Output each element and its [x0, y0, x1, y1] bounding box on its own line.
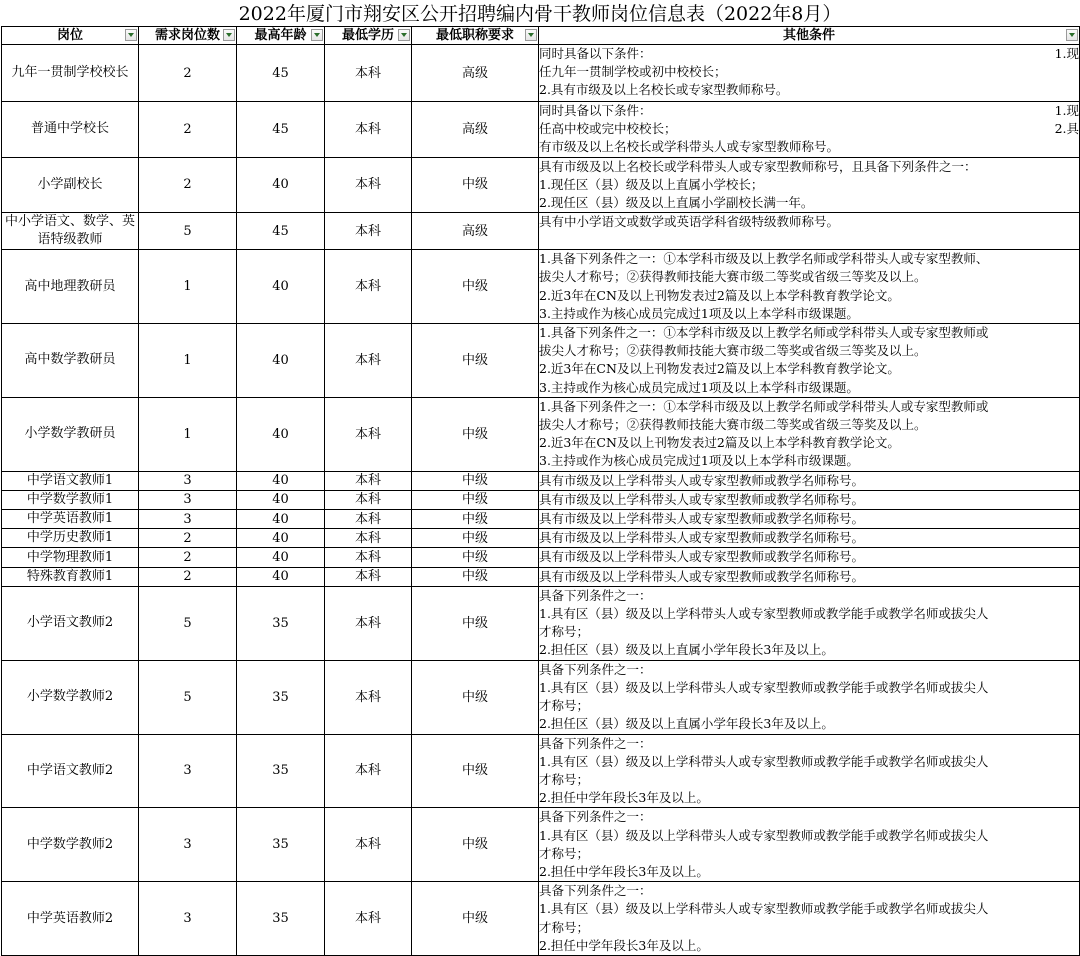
condition-text: 具有中小学语文或数学或英语学科省级特级教师称号。 [539, 214, 840, 230]
table-row [2, 660, 1080, 734]
condition-text: 具有市级及以上学科带头人或专家型教师或教学名师称号。 [539, 511, 865, 527]
min-education-cell[interactable]: 本科 [325, 102, 412, 158]
min-education-cell[interactable]: 本科 [325, 882, 412, 956]
min-title-cell[interactable]: 中级 [412, 567, 539, 586]
condition-line [539, 398, 1079, 416]
conditions-cell[interactable] [539, 660, 1080, 734]
condition-line [539, 735, 1079, 753]
condition-text: 2.近3年在CN及以上刊物发表过2篇及以上本学科教育教学论文。 [539, 361, 900, 377]
min-title-cell[interactable]: 中级 [412, 548, 539, 567]
filter-dropdown-icon[interactable] [223, 29, 235, 41]
position-cell[interactable]: 中小学语文、数学、英语特级教师 [2, 213, 139, 250]
position-cell[interactable]: 中学英语教师1 [2, 510, 139, 529]
max-age-cell[interactable]: 35 [237, 734, 325, 808]
condition-line [539, 679, 1079, 697]
condition-line [539, 863, 1079, 881]
conditions-cell[interactable] [539, 471, 1080, 490]
condition-line [539, 379, 1079, 397]
header-min-title[interactable]: 最低职称要求 [412, 27, 539, 45]
table-row [2, 102, 1080, 158]
conditions-cell[interactable] [539, 324, 1080, 398]
condition-text: 1.具有区（县）级及以上学科带头人或专家型教师或教学能手或教学名师或拔尖人 [539, 753, 989, 769]
header-min-education[interactable]: 最低学历 [325, 27, 412, 45]
condition-line [539, 919, 1079, 937]
table-row [2, 567, 1080, 586]
condition-text: 2.担任区（县）级及以上直属小学年段长3年及以上。 [539, 642, 834, 658]
filter-dropdown-icon[interactable] [1066, 29, 1078, 41]
header-count[interactable]: 需求岗位数 [139, 27, 237, 45]
condition-text: 2.具有市级及以上名校长或专家型教师称号。 [539, 82, 789, 98]
condition-line [539, 102, 1079, 120]
count-cell[interactable]: 3 [139, 471, 237, 490]
condition-line [539, 661, 1079, 679]
condition-line [539, 697, 1079, 715]
min-title-cell[interactable]: 中级 [412, 808, 539, 882]
min-title-cell[interactable]: 中级 [412, 734, 539, 808]
count-cell[interactable]: 3 [139, 882, 237, 956]
min-education-cell[interactable]: 本科 [325, 734, 412, 808]
conditions-cell[interactable] [539, 102, 1080, 158]
condition-line [539, 213, 1079, 231]
min-education-cell[interactable]: 本科 [325, 324, 412, 398]
position-cell[interactable]: 小学数学教师2 [2, 660, 139, 734]
position-cell[interactable]: 高中数学教研员 [2, 324, 139, 398]
min-title-cell[interactable]: 中级 [412, 660, 539, 734]
condition-line [539, 808, 1079, 826]
condition-text: 具备下列条件之一： [539, 883, 652, 899]
min-title-cell[interactable]: 中级 [412, 490, 539, 509]
header-row [2, 27, 1080, 45]
condition-line [539, 452, 1079, 470]
position-cell[interactable]: 普通中学校长 [2, 102, 139, 158]
header-other-conditions[interactable]: 其他条件 [539, 27, 1080, 45]
min-title-cell[interactable]: 中级 [412, 586, 539, 660]
conditions-cell[interactable] [539, 529, 1080, 548]
min-education-cell[interactable]: 本科 [325, 510, 412, 529]
table-row [2, 586, 1080, 660]
condition-text: 任九年一贯制学校或初中校校长； [539, 64, 727, 80]
condition-text: 具有市级及以上学科带头人或专家型教师或教学名师称号。 [539, 472, 865, 488]
min-title-cell[interactable]: 高级 [412, 102, 539, 158]
conditions-cell[interactable] [539, 567, 1080, 586]
positions-table [1, 26, 1080, 956]
min-education-cell[interactable]: 本科 [325, 471, 412, 490]
conditions-cell[interactable] [539, 882, 1080, 956]
count-cell[interactable]: 2 [139, 45, 237, 102]
condition-line [539, 120, 1079, 138]
condition-line [539, 771, 1079, 789]
condition-text: 才称号； [539, 624, 590, 640]
position-cell[interactable]: 中学数学教师1 [2, 490, 139, 509]
condition-text: 1.现 [1054, 103, 1079, 118]
position-cell[interactable]: 中学英语教师2 [2, 882, 139, 956]
count-cell[interactable]: 3 [139, 734, 237, 808]
condition-line [539, 568, 1079, 586]
conditions-cell[interactable] [539, 157, 1080, 213]
condition-text: 1.具有区（县）级及以上学科带头人或专家型教师或教学能手或教学名师或拔尖人 [539, 827, 989, 843]
position-cell[interactable]: 高中地理教研员 [2, 250, 139, 324]
min-education-cell[interactable]: 本科 [325, 157, 412, 213]
conditions-cell[interactable] [539, 250, 1080, 324]
condition-line [539, 789, 1079, 807]
condition-text: 具备下列条件之一： [539, 809, 652, 825]
max-age-cell[interactable]: 40 [237, 548, 325, 567]
count-cell[interactable]: 2 [139, 567, 237, 586]
condition-text: 2.担任中学年段长3年及以上。 [539, 863, 709, 879]
min-education-cell[interactable]: 本科 [325, 490, 412, 509]
condition-text: 3.主持或作为核心成员完成过1项及以上本学科市级课题。 [539, 453, 859, 469]
condition-line [539, 548, 1079, 566]
max-age-cell[interactable]: 40 [237, 529, 325, 548]
sheet-title: 2022年厦门市翔安区公开招聘编内骨干教师岗位信息表（2022年8月） [238, 3, 842, 25]
condition-text: 2.近3年在CN及以上刊物发表过2篇及以上本学科教育教学论文。 [539, 435, 900, 451]
condition-text: 2.担任中学年段长3年及以上。 [539, 790, 709, 806]
max-age-cell[interactable]: 40 [237, 397, 325, 471]
count-cell[interactable]: 2 [139, 548, 237, 567]
condition-line [539, 845, 1079, 863]
condition-text: 1.具有区（县）级及以上学科带头人或专家型教师或教学能手或教学名师或拔尖人 [539, 679, 989, 695]
condition-text: 具备下列条件之一： [539, 587, 652, 603]
min-education-cell[interactable]: 本科 [325, 586, 412, 660]
table-row [2, 490, 1080, 509]
condition-line [539, 715, 1079, 733]
condition-line [539, 937, 1079, 955]
condition-text: 1.具有区（县）级及以上学科带头人或专家型教师或教学能手或教学名师或拔尖人 [539, 606, 989, 622]
min-title-cell[interactable]: 中级 [412, 882, 539, 956]
conditions-cell[interactable] [539, 586, 1080, 660]
count-cell[interactable]: 1 [139, 397, 237, 471]
table-row [2, 734, 1080, 808]
count-cell[interactable]: 3 [139, 510, 237, 529]
table-row [2, 808, 1080, 882]
condition-text: 具备下列条件之一： [539, 735, 652, 751]
condition-text: 拔尖人才称号；②获得教师技能大赛市级二等奖或省级三等奖及以上。 [539, 417, 927, 433]
min-title-cell[interactable]: 高级 [412, 213, 539, 250]
condition-line [539, 176, 1079, 194]
min-title-cell[interactable]: 中级 [412, 250, 539, 324]
max-age-cell[interactable]: 45 [237, 102, 325, 158]
position-cell[interactable]: 小学数学教研员 [2, 397, 139, 471]
condition-line [539, 63, 1079, 81]
condition-line [539, 81, 1079, 99]
min-education-cell[interactable]: 本科 [325, 250, 412, 324]
count-cell[interactable]: 1 [139, 250, 237, 324]
min-title-cell[interactable]: 高级 [412, 45, 539, 102]
condition-text: 2.现任区（县）级及以上直属小学副校长满一年。 [539, 195, 814, 211]
condition-text: 才称号； [539, 698, 590, 714]
condition-line [539, 529, 1079, 547]
max-age-cell[interactable]: 40 [237, 510, 325, 529]
condition-text: 1.现任区（县）级及以上直属小学校长； [539, 176, 764, 192]
table-row [2, 471, 1080, 490]
condition-line [539, 360, 1079, 378]
condition-text: 才称号； [539, 771, 590, 787]
max-age-cell[interactable]: 45 [237, 45, 325, 102]
condition-text: 具有市级及以上学科带头人或专家型教师或教学名师称号。 [539, 530, 865, 546]
condition-text: 2.担任中学年段长3年及以上。 [539, 937, 709, 953]
condition-text: 才称号； [539, 919, 590, 935]
condition-line [539, 158, 1079, 176]
table-row [2, 529, 1080, 548]
condition-text: 2.近3年在CN及以上刊物发表过2篇及以上本学科教育教学论文。 [539, 287, 900, 303]
min-education-cell[interactable]: 本科 [325, 567, 412, 586]
count-cell[interactable]: 5 [139, 213, 237, 250]
condition-text: 2.具 [1054, 121, 1079, 137]
condition-text: 具备下列条件之一： [539, 661, 652, 677]
max-age-cell[interactable]: 40 [237, 567, 325, 586]
condition-line [539, 827, 1079, 845]
max-age-cell[interactable]: 35 [237, 660, 325, 734]
min-education-cell[interactable]: 本科 [325, 529, 412, 548]
max-age-cell[interactable]: 35 [237, 586, 325, 660]
min-education-cell[interactable]: 本科 [325, 808, 412, 882]
header-position[interactable]: 岗位 [2, 27, 139, 45]
condition-line [539, 434, 1079, 452]
position-cell[interactable]: 中学数学教师2 [2, 808, 139, 882]
min-title-cell[interactable]: 中级 [412, 397, 539, 471]
condition-line [539, 194, 1079, 212]
conditions-cell[interactable] [539, 734, 1080, 808]
min-title-cell[interactable]: 中级 [412, 529, 539, 548]
count-cell[interactable]: 3 [139, 808, 237, 882]
table-row [2, 548, 1080, 567]
condition-line [539, 882, 1079, 900]
condition-line [539, 510, 1079, 528]
condition-line [539, 268, 1079, 286]
min-education-cell[interactable]: 本科 [325, 548, 412, 567]
min-title-cell[interactable]: 中级 [412, 324, 539, 398]
condition-text: 同时具备以下条件： [539, 46, 652, 61]
condition-text: 具有市级及以上学科带头人或专家型教师或教学名师称号。 [539, 549, 865, 565]
condition-line [539, 587, 1079, 605]
condition-line [539, 641, 1079, 659]
condition-text: 3.主持或作为核心成员完成过1项及以上本学科市级课题。 [539, 379, 859, 395]
position-cell[interactable]: 中学语文教师2 [2, 734, 139, 808]
condition-line [539, 250, 1079, 268]
min-title-cell[interactable]: 中级 [412, 157, 539, 213]
max-age-cell[interactable]: 40 [237, 490, 325, 509]
count-cell[interactable]: 2 [139, 102, 237, 158]
min-education-cell[interactable]: 本科 [325, 660, 412, 734]
max-age-cell[interactable]: 40 [237, 157, 325, 213]
min-title-cell[interactable]: 中级 [412, 510, 539, 529]
table-row [2, 510, 1080, 529]
table-row [2, 882, 1080, 956]
condition-text: 1.具备下列条件之一：①本学科市级及以上教学名师或学科带头人或专家型教师或 [539, 325, 989, 341]
position-cell[interactable]: 九年一贯制学校校长 [2, 45, 139, 102]
table-row [2, 213, 1080, 250]
count-cell[interactable]: 2 [139, 529, 237, 548]
max-age-cell[interactable]: 35 [237, 882, 325, 956]
conditions-cell[interactable] [539, 808, 1080, 882]
position-cell[interactable]: 特殊教育教师1 [2, 567, 139, 586]
condition-text: 2.担任区（县）级及以上直属小学年段长3年及以上。 [539, 716, 834, 732]
condition-text: 具有市级及以上名校长或学科带头人或专家型教师称号，且具备下列条件之一： [539, 158, 977, 174]
table-row [2, 157, 1080, 213]
position-cell[interactable]: 中学历史教师1 [2, 529, 139, 548]
count-cell[interactable]: 3 [139, 490, 237, 509]
min-education-cell[interactable]: 本科 [325, 397, 412, 471]
max-age-cell[interactable]: 35 [237, 808, 325, 882]
min-education-cell[interactable]: 本科 [325, 45, 412, 102]
condition-line [539, 324, 1079, 342]
condition-line [539, 305, 1079, 323]
position-cell[interactable]: 小学语文教师2 [2, 586, 139, 660]
condition-text: 1.具有区（县）级及以上学科带头人或专家型教师或教学能手或教学名师或拔尖人 [539, 901, 989, 917]
header-max-age[interactable]: 最高年龄 [237, 27, 325, 45]
min-education-cell[interactable]: 本科 [325, 213, 412, 250]
condition-line [539, 623, 1079, 641]
condition-line [539, 416, 1079, 434]
position-cell[interactable]: 小学副校长 [2, 157, 139, 213]
condition-text: 3.主持或作为核心成员完成过1项及以上本学科市级课题。 [539, 305, 859, 321]
condition-line [539, 491, 1079, 509]
condition-text: 拔尖人才称号；②获得教师技能大赛市级二等奖或省级三等奖及以上。 [539, 343, 927, 359]
max-age-cell[interactable]: 40 [237, 471, 325, 490]
table-row [2, 397, 1080, 471]
conditions-cell[interactable] [539, 510, 1080, 529]
count-cell[interactable]: 2 [139, 157, 237, 213]
condition-text: 1.具备下列条件之一：①本学科市级及以上教学名师或学科带头人或专家型教师、 [539, 251, 989, 267]
conditions-cell[interactable] [539, 213, 1080, 250]
conditions-cell[interactable] [539, 548, 1080, 567]
table-row [2, 324, 1080, 398]
condition-line [539, 900, 1079, 918]
min-title-cell[interactable]: 中级 [412, 471, 539, 490]
condition-text: 同时具备以下条件： [539, 103, 652, 118]
count-cell[interactable]: 5 [139, 660, 237, 734]
condition-text: 拔尖人才称号；②获得教师技能大赛市级二等奖或省级三等奖及以上。 [539, 269, 927, 285]
condition-line [539, 138, 1079, 156]
condition-text: 1.现 [1054, 46, 1079, 61]
condition-text: 1.具备下列条件之一：①本学科市级及以上教学名师或学科带头人或专家型教师或 [539, 398, 989, 414]
max-age-cell[interactable]: 45 [237, 213, 325, 250]
condition-text: 具有市级及以上学科带头人或专家型教师或教学名师称号。 [539, 568, 865, 584]
condition-text: 才称号； [539, 845, 590, 861]
condition-line [539, 605, 1079, 623]
filter-dropdown-icon[interactable] [311, 29, 323, 41]
table-row [2, 250, 1080, 324]
conditions-cell[interactable] [539, 490, 1080, 509]
condition-line [539, 45, 1079, 63]
filter-dropdown-icon[interactable] [525, 29, 537, 41]
position-cell[interactable]: 中学语文教师1 [2, 471, 139, 490]
conditions-cell[interactable] [539, 45, 1080, 102]
count-cell[interactable]: 5 [139, 586, 237, 660]
position-cell[interactable]: 中学物理教师1 [2, 548, 139, 567]
condition-line [539, 753, 1079, 771]
condition-line [539, 287, 1079, 305]
max-age-cell[interactable]: 40 [237, 324, 325, 398]
condition-line [539, 342, 1079, 360]
condition-text: 有市级及以上名校长或学科带头人或专家型教师称号。 [539, 139, 840, 155]
table-row [2, 45, 1080, 102]
filter-dropdown-icon[interactable] [125, 29, 137, 41]
conditions-cell[interactable] [539, 397, 1080, 471]
filter-dropdown-icon[interactable] [398, 29, 410, 41]
condition-text: 具有市级及以上学科带头人或专家型教师或教学名师称号。 [539, 491, 865, 507]
count-cell[interactable]: 1 [139, 324, 237, 398]
condition-line [539, 472, 1079, 490]
condition-text: 任高中校或完中校校长； [539, 121, 677, 137]
max-age-cell[interactable]: 40 [237, 250, 325, 324]
